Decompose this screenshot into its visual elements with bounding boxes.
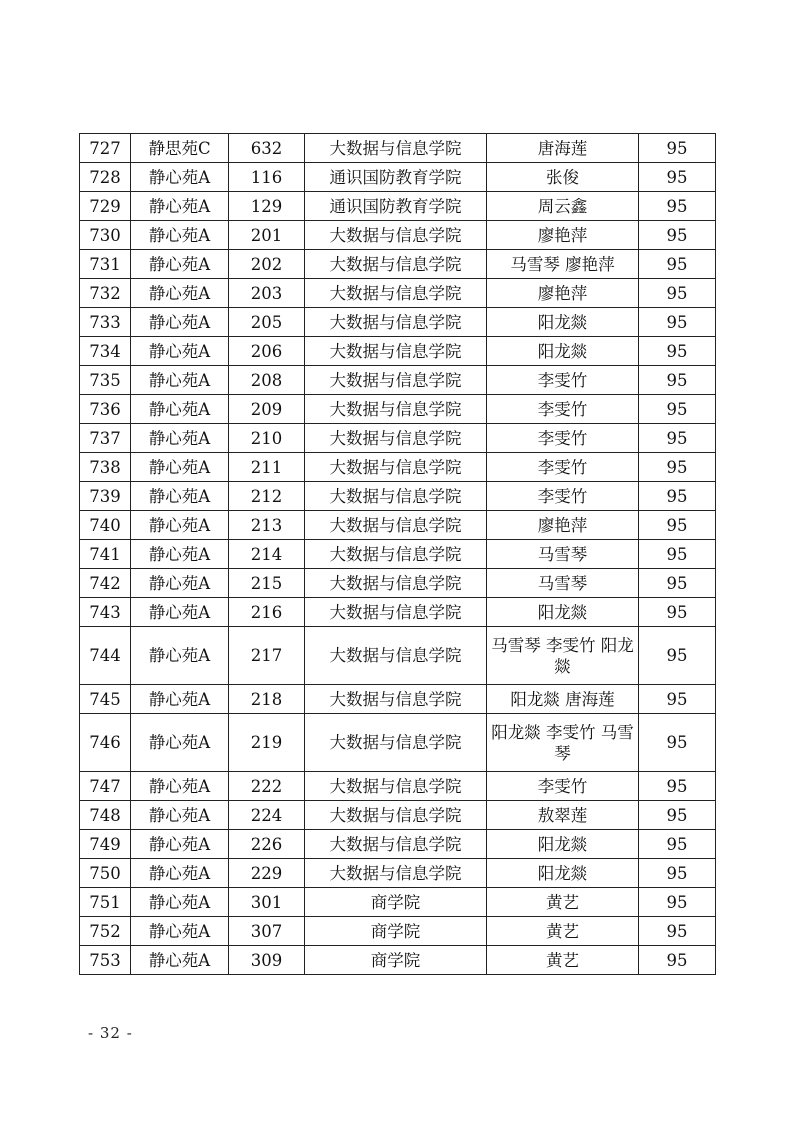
building-cell: 静心苑A — [131, 163, 229, 192]
room-number-cell: 206 — [229, 337, 305, 366]
score-cell: 95 — [639, 569, 716, 598]
table-row — [80, 395, 716, 424]
college-cell: 大数据与信息学院 — [305, 395, 487, 424]
building-cell: 静心苑A — [131, 888, 229, 917]
staff-cell: 廖艳萍 — [487, 511, 639, 540]
room-number-cell: 208 — [229, 366, 305, 395]
room-number-cell: 309 — [229, 946, 305, 975]
score-cell: 95 — [639, 540, 716, 569]
row-number-cell: 730 — [80, 221, 131, 250]
room-number-cell: 215 — [229, 569, 305, 598]
score-cell: 95 — [639, 453, 716, 482]
score-cell: 95 — [639, 859, 716, 888]
building-cell: 静心苑A — [131, 714, 229, 772]
room-number-cell: 201 — [229, 221, 305, 250]
college-cell: 大数据与信息学院 — [305, 714, 487, 772]
row-number-cell: 746 — [80, 714, 131, 772]
table-row — [80, 917, 716, 946]
table-row — [80, 221, 716, 250]
building-cell: 静心苑A — [131, 337, 229, 366]
room-number-cell: 202 — [229, 250, 305, 279]
staff-cell: 李雯竹 — [487, 366, 639, 395]
staff-cell: 阳龙燚 — [487, 830, 639, 859]
college-cell: 大数据与信息学院 — [305, 598, 487, 627]
row-number-cell: 743 — [80, 598, 131, 627]
table-row — [80, 772, 716, 801]
table-row — [80, 888, 716, 917]
staff-cell: 黄艺 — [487, 946, 639, 975]
staff-cell: 马雪琴 — [487, 569, 639, 598]
score-cell: 95 — [639, 279, 716, 308]
building-cell: 静心苑A — [131, 917, 229, 946]
score-cell: 95 — [639, 772, 716, 801]
room-number-cell: 213 — [229, 511, 305, 540]
college-cell: 大数据与信息学院 — [305, 511, 487, 540]
building-cell: 静心苑A — [131, 946, 229, 975]
table-row — [80, 685, 716, 714]
score-cell: 95 — [639, 888, 716, 917]
college-cell: 大数据与信息学院 — [305, 859, 487, 888]
table-row — [80, 801, 716, 830]
table-row — [80, 163, 716, 192]
page-number: - 32 - — [88, 1024, 133, 1042]
building-cell: 静心苑A — [131, 627, 229, 685]
table-row — [80, 627, 716, 685]
room-number-cell: 217 — [229, 627, 305, 685]
row-number-cell: 735 — [80, 366, 131, 395]
table-row — [80, 598, 716, 627]
college-cell: 大数据与信息学院 — [305, 627, 487, 685]
score-cell: 95 — [639, 627, 716, 685]
score-cell: 95 — [639, 221, 716, 250]
score-cell: 95 — [639, 134, 716, 163]
building-cell: 静心苑A — [131, 540, 229, 569]
college-cell: 大数据与信息学院 — [305, 424, 487, 453]
college-cell: 大数据与信息学院 — [305, 685, 487, 714]
table-row — [80, 482, 716, 511]
score-cell: 95 — [639, 598, 716, 627]
building-cell: 静心苑A — [131, 801, 229, 830]
row-number-cell: 751 — [80, 888, 131, 917]
room-number-cell: 226 — [229, 830, 305, 859]
building-cell: 静心苑A — [131, 366, 229, 395]
college-cell: 大数据与信息学院 — [305, 308, 487, 337]
room-number-cell: 205 — [229, 308, 305, 337]
score-cell: 95 — [639, 250, 716, 279]
college-cell: 大数据与信息学院 — [305, 772, 487, 801]
building-cell: 静心苑A — [131, 569, 229, 598]
score-cell: 95 — [639, 308, 716, 337]
row-number-cell: 747 — [80, 772, 131, 801]
staff-cell: 阳龙燚 李雯竹 马雪琴 — [487, 714, 639, 772]
room-number-cell: 307 — [229, 917, 305, 946]
table-row — [80, 308, 716, 337]
row-number-cell: 731 — [80, 250, 131, 279]
building-cell: 静心苑A — [131, 221, 229, 250]
score-cell: 95 — [639, 917, 716, 946]
row-number-cell: 732 — [80, 279, 131, 308]
college-cell: 通识国防教育学院 — [305, 163, 487, 192]
row-number-cell: 749 — [80, 830, 131, 859]
room-number-cell: 129 — [229, 192, 305, 221]
table-row — [80, 859, 716, 888]
row-number-cell: 742 — [80, 569, 131, 598]
row-number-cell: 745 — [80, 685, 131, 714]
staff-cell: 黄艺 — [487, 888, 639, 917]
building-cell: 静心苑A — [131, 482, 229, 511]
college-cell: 大数据与信息学院 — [305, 569, 487, 598]
score-cell: 95 — [639, 424, 716, 453]
table-row — [80, 366, 716, 395]
college-cell: 大数据与信息学院 — [305, 366, 487, 395]
row-number-cell: 728 — [80, 163, 131, 192]
staff-cell: 阳龙燚 — [487, 598, 639, 627]
score-cell: 95 — [639, 685, 716, 714]
row-number-cell: 727 — [80, 134, 131, 163]
building-cell: 静心苑A — [131, 598, 229, 627]
score-cell: 95 — [639, 192, 716, 221]
score-cell: 95 — [639, 801, 716, 830]
staff-cell: 周云鑫 — [487, 192, 639, 221]
college-cell: 大数据与信息学院 — [305, 801, 487, 830]
building-cell: 静心苑A — [131, 250, 229, 279]
college-cell: 大数据与信息学院 — [305, 134, 487, 163]
staff-cell: 阳龙燚 — [487, 308, 639, 337]
room-number-cell: 214 — [229, 540, 305, 569]
staff-cell: 廖艳萍 — [487, 279, 639, 308]
table-row — [80, 279, 716, 308]
college-cell: 大数据与信息学院 — [305, 337, 487, 366]
college-cell: 商学院 — [305, 917, 487, 946]
room-number-cell: 216 — [229, 598, 305, 627]
row-number-cell: 734 — [80, 337, 131, 366]
staff-cell: 李雯竹 — [487, 772, 639, 801]
score-cell: 95 — [639, 482, 716, 511]
room-number-cell: 218 — [229, 685, 305, 714]
row-number-cell: 736 — [80, 395, 131, 424]
building-cell: 静心苑A — [131, 511, 229, 540]
staff-cell: 敖翠莲 — [487, 801, 639, 830]
score-cell: 95 — [639, 511, 716, 540]
building-cell: 静心苑A — [131, 830, 229, 859]
staff-cell: 马雪琴 李雯竹 阳龙燚 — [487, 627, 639, 685]
room-number-cell: 203 — [229, 279, 305, 308]
row-number-cell: 744 — [80, 627, 131, 685]
building-cell: 静心苑A — [131, 685, 229, 714]
room-number-cell: 209 — [229, 395, 305, 424]
score-cell: 95 — [639, 366, 716, 395]
table-row — [80, 192, 716, 221]
staff-cell: 黄艺 — [487, 917, 639, 946]
row-number-cell: 733 — [80, 308, 131, 337]
table-row — [80, 946, 716, 975]
staff-cell: 阳龙燚 — [487, 859, 639, 888]
table-row — [80, 453, 716, 482]
building-cell: 静心苑A — [131, 192, 229, 221]
building-cell: 静心苑A — [131, 772, 229, 801]
score-cell: 95 — [639, 395, 716, 424]
building-cell: 静心苑A — [131, 424, 229, 453]
room-number-cell: 210 — [229, 424, 305, 453]
score-cell: 95 — [639, 946, 716, 975]
staff-cell: 唐海莲 — [487, 134, 639, 163]
college-cell: 商学院 — [305, 888, 487, 917]
college-cell: 通识国防教育学院 — [305, 192, 487, 221]
table-row — [80, 337, 716, 366]
staff-cell: 张俊 — [487, 163, 639, 192]
score-cell: 95 — [639, 337, 716, 366]
row-number-cell: 752 — [80, 917, 131, 946]
college-cell: 大数据与信息学院 — [305, 540, 487, 569]
room-number-cell: 219 — [229, 714, 305, 772]
row-number-cell: 748 — [80, 801, 131, 830]
staff-cell: 李雯竹 — [487, 453, 639, 482]
table-row — [80, 714, 716, 772]
building-cell: 静心苑A — [131, 395, 229, 424]
room-number-cell: 224 — [229, 801, 305, 830]
table-body — [80, 134, 716, 975]
table-row — [80, 250, 716, 279]
college-cell: 大数据与信息学院 — [305, 482, 487, 511]
row-number-cell: 740 — [80, 511, 131, 540]
row-number-cell: 738 — [80, 453, 131, 482]
room-number-cell: 222 — [229, 772, 305, 801]
row-number-cell: 729 — [80, 192, 131, 221]
room-number-cell: 212 — [229, 482, 305, 511]
room-number-cell: 211 — [229, 453, 305, 482]
row-number-cell: 737 — [80, 424, 131, 453]
staff-cell: 阳龙燚 — [487, 337, 639, 366]
room-number-cell: 229 — [229, 859, 305, 888]
row-number-cell: 739 — [80, 482, 131, 511]
table-row — [80, 569, 716, 598]
room-number-cell: 632 — [229, 134, 305, 163]
staff-cell: 马雪琴 — [487, 540, 639, 569]
building-cell: 静心苑A — [131, 453, 229, 482]
staff-cell: 李雯竹 — [487, 424, 639, 453]
staff-cell: 李雯竹 — [487, 395, 639, 424]
college-cell: 大数据与信息学院 — [305, 279, 487, 308]
score-cell: 95 — [639, 714, 716, 772]
college-cell: 商学院 — [305, 946, 487, 975]
building-cell: 静思苑C — [131, 134, 229, 163]
score-cell: 95 — [639, 830, 716, 859]
table-row — [80, 511, 716, 540]
staff-cell: 李雯竹 — [487, 482, 639, 511]
college-cell: 大数据与信息学院 — [305, 221, 487, 250]
staff-cell: 廖艳萍 — [487, 221, 639, 250]
college-cell: 大数据与信息学院 — [305, 250, 487, 279]
table-row — [80, 134, 716, 163]
table-row — [80, 424, 716, 453]
college-cell: 大数据与信息学院 — [305, 453, 487, 482]
row-number-cell: 750 — [80, 859, 131, 888]
table-row — [80, 540, 716, 569]
score-cell: 95 — [639, 163, 716, 192]
staff-cell: 马雪琴 廖艳萍 — [487, 250, 639, 279]
building-cell: 静心苑A — [131, 859, 229, 888]
building-cell: 静心苑A — [131, 279, 229, 308]
building-cell: 静心苑A — [131, 308, 229, 337]
row-number-cell: 753 — [80, 946, 131, 975]
table-row — [80, 830, 716, 859]
dormitory-score-table — [79, 133, 716, 975]
staff-cell: 阳龙燚 唐海莲 — [487, 685, 639, 714]
row-number-cell: 741 — [80, 540, 131, 569]
room-number-cell: 116 — [229, 163, 305, 192]
college-cell: 大数据与信息学院 — [305, 830, 487, 859]
room-number-cell: 301 — [229, 888, 305, 917]
